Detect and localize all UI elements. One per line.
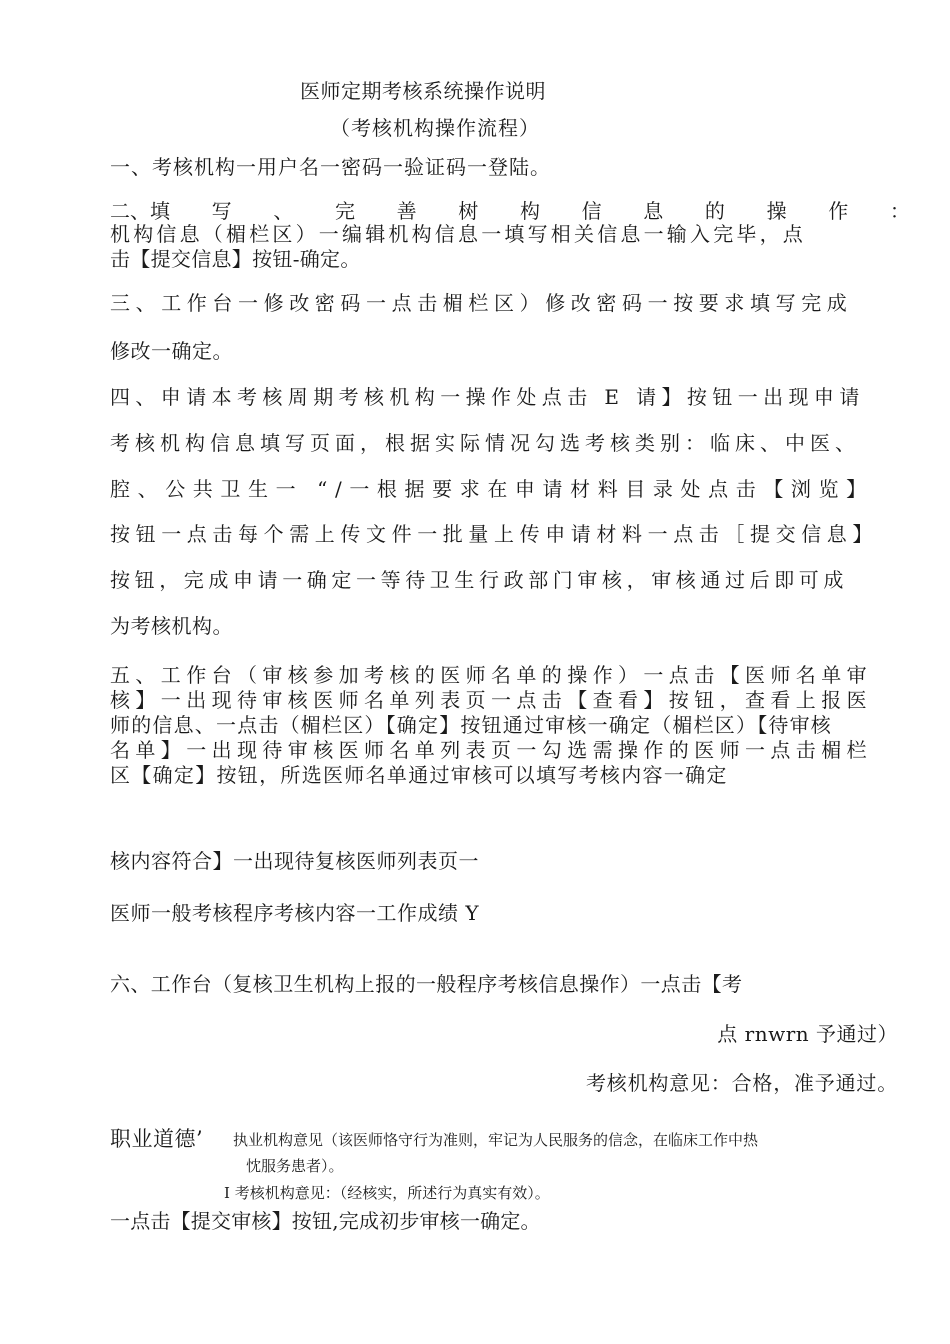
- step2-char: 、: [273, 199, 294, 223]
- step2-line2: 机构信息（楣栏区）一编辑机构信息一填写相关信息一输入完毕，点: [110, 222, 806, 246]
- ethics-line1: 执业机构意见（该医师恪守行为准则，牢记为人民服务的信念，在临床工作中热: [233, 1131, 759, 1149]
- step5-line2: 核】一出现待审核医师名单列表页一点击【查看】按钮，查看上报医: [110, 688, 872, 712]
- step6-text: 六、工作台（复核卫生机构上报的一般程序考核信息操作）一点击【考: [110, 972, 743, 996]
- step2-char: 完: [334, 199, 355, 223]
- step3-line1: 三、工作台一修改密码一点击楣栏区）修改密码一按要求填写完成: [110, 291, 853, 315]
- ethics-label: 职业道德’: [110, 1127, 204, 1151]
- step4-line2: 考核机构信息填写页面，根据实际情况勾选考核类别：临床、中医、: [110, 431, 860, 455]
- final-step: 一点击【提交审核】按钮,完成初步审核一确定。: [110, 1209, 541, 1233]
- step2-char: ：: [889, 199, 910, 223]
- step4-line4: 按钮一点击每个需上传文件一批量上传申请材料一点击［提交信息】: [110, 522, 878, 546]
- fragment-review-list: 核内容符合】一出现待复核医师列表页一: [110, 849, 479, 873]
- step4-line6: 为考核机构。: [110, 614, 233, 638]
- step3-line2: 修改一确定。: [110, 339, 233, 363]
- doc-subtitle: （考核机构操作流程）: [330, 116, 540, 140]
- ethics-line3: I 考核机构意见：（经核实，所述行为真实有效）。: [224, 1184, 550, 1202]
- step2-char: 构: [519, 199, 540, 223]
- step2-char: 二、填: [110, 199, 170, 223]
- step2-char: 写: [211, 199, 232, 223]
- step2-line1: [110, 199, 910, 223]
- step4-line3: 腔、公共卫生一 “/一根据要求在申请材料目录处点击【浏览】: [110, 477, 874, 501]
- step2-char: 作: [828, 199, 849, 223]
- step5-line3: 师的信息、一点击（楣栏区）【确定】按钮通过审核一确定（楣栏区）【待审核: [110, 713, 832, 737]
- fragment-opinion: 考核机构意见：合格，准予通过。: [586, 1071, 898, 1095]
- step1-text: 一、考核机构一用户名一密码一验证码一登陆。: [110, 155, 551, 179]
- step2-char: 善: [396, 199, 417, 223]
- step2-char: 树: [458, 199, 479, 223]
- step4-line1: 四、申请本考核周期考核机构一操作处点击 E 请】按钮一出现申请: [110, 385, 865, 409]
- step2-char: 息: [643, 199, 664, 223]
- step2-char: 信: [581, 199, 602, 223]
- step4-line5: 按钮，完成申请一确定一等待卫生行政部门审核，审核通过后即可成: [110, 568, 848, 592]
- step2-char: 操: [766, 199, 787, 223]
- fragment-work-score: 医师一般考核程序考核内容一工作成绩 Y: [110, 901, 480, 925]
- fragment-pass: 点 rnwrn 予通过）: [717, 1022, 898, 1046]
- step2-line3: 击【提交信息】按钮-确定。: [110, 247, 361, 271]
- step2-char: 的: [704, 199, 725, 223]
- step5-line5: 区【确定】按钮，所选医师名单通过审核可以填写考核内容一确定: [110, 763, 728, 787]
- step5-line1: 五、工作台（审核参加考核的医师名单的操作）一点击【医师名单审: [110, 663, 872, 687]
- step5-line4: 名单】一出现待审核医师名单列表页一勾选需操作的医师一点击楣栏: [110, 738, 872, 762]
- ethics-line2: 忱服务患者）。: [246, 1157, 344, 1175]
- doc-title: 医师定期考核系统操作说明: [300, 79, 546, 103]
